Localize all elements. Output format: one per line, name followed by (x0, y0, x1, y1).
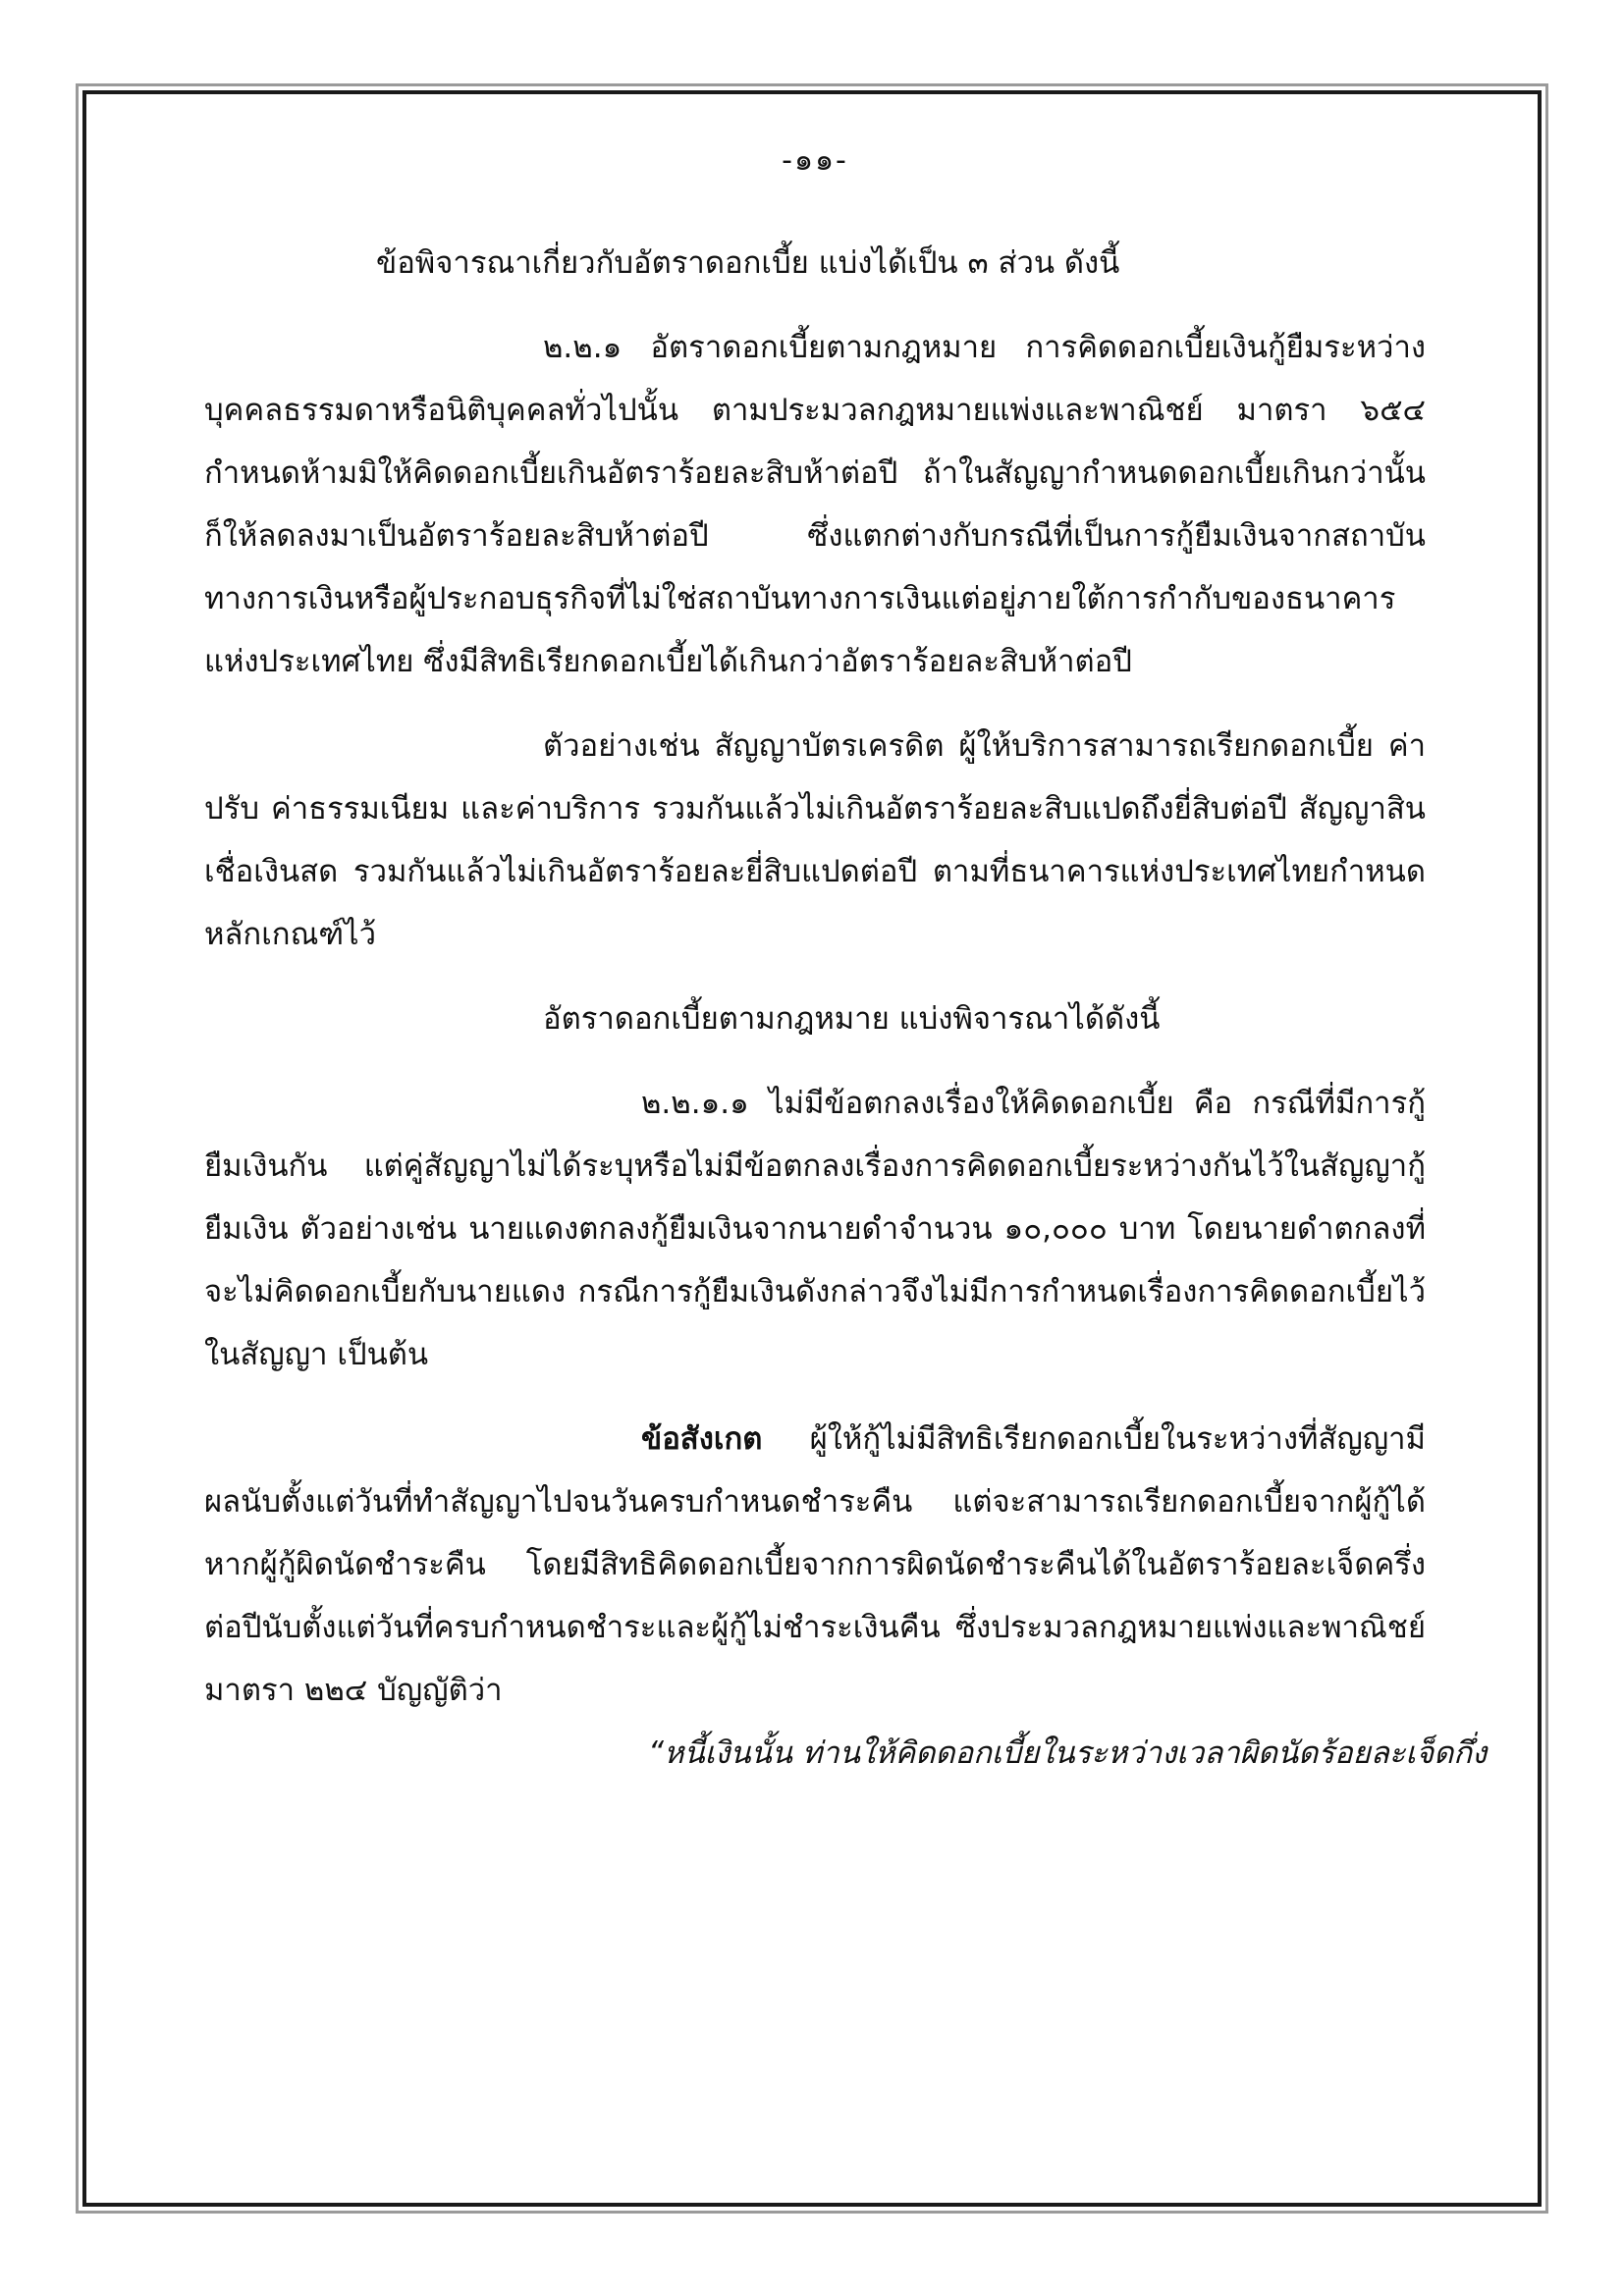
section-heading: ข้อพิจารณาเกี่ยวกับอัตราดอกเบี้ย แบ่งได้เป็น ๓ ส่วน ดังนี้ (376, 245, 1120, 281)
observation-text: ผู้ให้กู้ไม่มีสิทธิเรียกดอกเบี้ยในระหว่างที่สัญญามีผลนับตั้งแต่วันที่ทำสัญญาไปจนวันครบกำหนดชำระคืน แต่จะสามารถเรียกดอกเบี้ยจากผู้กู้ได้หากผู้กู้ผิดนัดชำระคืน โดยมีสิทธิคิดดอกเบี้ยจากการผิดนัดชำระคืนได้ในอัตราร้อยละเจ็ดครึ่งต่อปีนับตั้งแต่วันที่ครบกำหนดชำระและผู้กู้ไม่ชำระเงินคืน ซึ่งประมวลกฎหมายแพ่งและพาณิชย์ มาตรา ๒๒๔ บัญญัติว่า (204, 1421, 1426, 1708)
paragraph-legal-interest-rate: ๒.๒.๑ อัตราดอกเบี้ยตามกฎหมาย การคิดดอกเบี้ยเงินกู้ยืมระหว่างบุคคลธรรมดาหรือนิติบุคคลทั่วไปนั้น ตามประมวลกฎหมายแพ่งและพาณิชย์ มาตรา ๖๕๔ กำหนดห้ามมิให้คิดดอกเบี้ยเกินอัตราร้อยละสิบห้าต่อปี ถ้าในสัญญากำหนดดอกเบี้ยเกินกว่านั้น ก็ให้ลดลงมาเป็นอัตราร้อยละสิบห้าต่อปี ซึ่งแตกต่างกับกรณีที่เป็นการกู้ยืมเงินจากสถาบันทางการเงินหรือผู้ประกอบธุรกิจที่ไม่ใช่สถาบันทางการเงินแต่อยู่ภายใต้การกำกับของธนาคารแห่งประเทศไทย ซึ่งมีสิทธิเรียกดอกเบี้ยได้เกินกว่าอัตราร้อยละสิบห้าต่อปี (204, 330, 1426, 679)
observation-label: ข้อสังเกต (641, 1421, 763, 1457)
paragraph-example-credit-card: ตัวอย่างเช่น สัญญาบัตรเครดิต ผู้ให้บริการสามารถเรียกดอกเบี้ย ค่าปรับ ค่าธรรมเนียม และค่าบริการ รวมกันแล้วไม่เกินอัตราร้อยละสิบแปดถึงยี่สิบต่อปี สัญญาสินเชื่อเงินสด รวมกันแล้วไม่เกินอัตราร้อยละยี่สิบแปดต่อปี ตามที่ธนาคารแห่งประเทศไทยกำหนดหลักเกณฑ์ไว้ (204, 728, 1426, 952)
paragraph-observation (204, 1408, 1426, 1722)
document-body (204, 141, 1488, 1785)
page-frame (82, 90, 1542, 2207)
subsection-heading: อัตราดอกเบี้ยตามกฎหมาย แบ่งพิจารณาได้ดังนี้ (543, 1001, 1161, 1037)
paragraph-no-interest-agreement: ๒.๒.๑.๑ ไม่มีข้อตกลงเรื่องให้คิดดอกเบี้ย คือ กรณีที่มีการกู้ยืมเงินกัน แต่คู่สัญญาไม่ได้ระบุหรือไม่มีข้อตกลงเรื่องการคิดดอกเบี้ยระหว่างกันไว้ในสัญญากู้ยืมเงิน ตัวอย่างเช่น นายแดงตกลงกู้ยืมเงินจากนายดำจำนวน ๑๐,๐๐๐ บาท โดยนายดำตกลงที่จะไม่คิดดอกเบี้ยกับนายแดง กรณีการกู้ยืมเงินดังกล่าวจึงไม่มีการกำหนดเรื่องการคิดดอกเบี้ยไว้ในสัญญา เป็นต้น (204, 1086, 1426, 1372)
legal-quote: “หนี้เงินนั้น ท่านให้คิดดอกเบี้ยในระหว่างเวลาผิดนัดร้อยละเจ็ดกึ่ง (648, 1735, 1488, 1771)
page-number: -๑๑- (782, 143, 848, 178)
